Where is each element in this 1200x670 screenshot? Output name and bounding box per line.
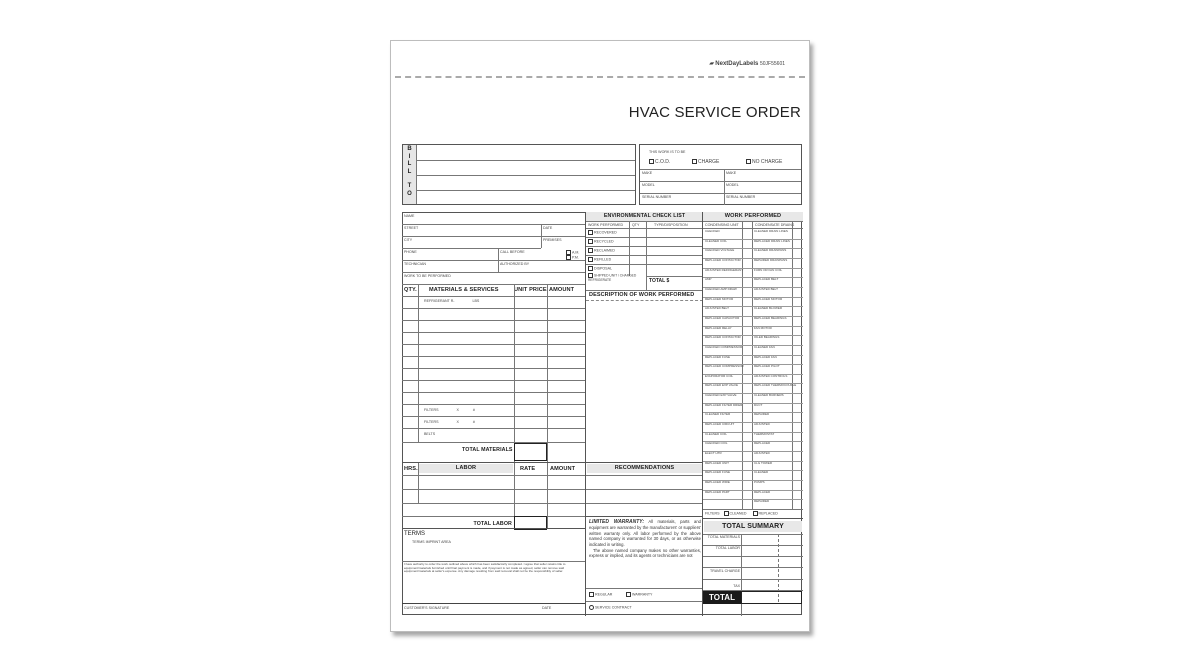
work-to-be-performed-field[interactable]: WORK TO BE PERFORMED <box>404 274 451 278</box>
summary-total-value[interactable] <box>741 591 802 604</box>
refrigerant-label: REFRIGERANT R- <box>424 299 455 303</box>
drains-item: REPLACED BEARINGS <box>754 315 787 320</box>
drains-item: FURN OR FAN COIL <box>754 267 783 272</box>
drains-item: ADJUSTED <box>754 422 770 427</box>
condensing-item: REPLACED CIRCUIT <box>705 422 735 427</box>
col-labor: LABOR <box>419 464 513 473</box>
refrigerant-row[interactable] <box>424 299 479 303</box>
condensing-item: REPLACED COMPRESSOR <box>705 364 744 369</box>
bill-to-line-3[interactable] <box>417 190 635 191</box>
item-label: RECYCLED <box>594 239 614 244</box>
drains-item: REPLACED <box>754 489 771 494</box>
option-label: SERVICE CONTRACT <box>595 605 632 610</box>
call-before-field[interactable]: CALL BEFORE <box>500 250 525 254</box>
condensing-item: REPLACED CONTACTOR <box>705 335 741 340</box>
bill-to-label <box>403 145 417 204</box>
filters-label: FILTERS <box>424 420 439 424</box>
drains-item: CLG TOWER <box>754 460 773 465</box>
env-item-shipped[interactable] <box>588 273 644 282</box>
drains-item: CLEANED DRAIN LINES <box>754 229 788 233</box>
work-type-heading: THIS WORK IS TO BE <box>649 150 686 154</box>
condensing-item: REPLACED UNIT <box>705 460 730 465</box>
name-field[interactable]: NAME <box>404 214 415 218</box>
recommendations[interactable] <box>585 462 703 517</box>
environmental-heading: ENVIRONMENTAL CHECK LIST <box>586 212 703 221</box>
letter: L <box>407 168 412 175</box>
drains-item: REPLACED FAN <box>754 354 777 359</box>
condensing-item: CHECKED COIL <box>705 441 728 446</box>
drains-item: REPAIRED <box>754 412 770 417</box>
make-field[interactable]: MAKE <box>642 171 653 175</box>
summary-heading: TOTAL SUMMARY <box>704 521 802 532</box>
condensing-item: REPLACED CAPACITOR <box>705 315 740 320</box>
condensing-item: CHECKED AMP DRAW <box>705 286 737 291</box>
pm-label: P.M. <box>572 255 579 260</box>
checkbox-icon[interactable] <box>724 511 729 516</box>
summary-total-label: TOTAL <box>703 591 741 604</box>
drains-item: ADJUSTED <box>754 451 770 456</box>
checkbox-icon[interactable] <box>753 511 758 516</box>
condensing-item: REPLACED EXP VALVE <box>705 383 739 388</box>
belts-row[interactable]: BELTS <box>424 432 436 436</box>
drains-item: FAN MOTOR <box>754 325 772 330</box>
drains-item: REPLACED PILOT <box>754 364 780 369</box>
env-item-recycled[interactable] <box>588 239 614 244</box>
col-condensate-drains: CONDENSATE DRAINS <box>755 223 795 227</box>
option-no-charge[interactable] <box>746 159 782 164</box>
filters-label: FILTERS <box>705 511 720 516</box>
labor-table <box>402 462 585 529</box>
drains-item: CLEANED BLOWER <box>754 306 783 311</box>
col-work-performed: WORK PERFORMED <box>588 223 624 227</box>
terms-imprint-area: TERMS IMPRINT AREA <box>412 540 451 544</box>
option-cod[interactable] <box>649 159 670 164</box>
description-of-work[interactable] <box>585 290 703 462</box>
brand-name: NextDayLabels <box>715 61 759 67</box>
condensing-item: CHECKED VOLTAGE <box>705 248 735 253</box>
model-field[interactable]: MODEL <box>642 183 655 187</box>
col-rate: RATE <box>520 466 536 472</box>
x-label: X <box>456 408 459 412</box>
total-materials-label: TOTAL MATERIALS <box>462 447 513 453</box>
col-amount: AMOUNT <box>550 466 576 472</box>
condensing-item: REPLACED MOTOR <box>705 296 734 301</box>
warranty-text-2: The above named company makes no other warranties, express or implied, and its agents or technicians are not <box>589 548 701 559</box>
radio-icon[interactable] <box>589 605 594 610</box>
form-number: 50JF55601 <box>760 61 786 67</box>
drains-item: PUMPS <box>754 480 765 485</box>
option-label: NO CHARGE <box>752 158 783 165</box>
item-label: RECOVERED <box>594 230 617 235</box>
bill-to-box <box>402 144 636 205</box>
model-field-2[interactable]: MODEL <box>726 183 739 187</box>
item-label: SHIPPED UNIT / CHARGED REFRIGERATE <box>588 273 637 282</box>
hash-label: # <box>472 420 475 424</box>
phone-field[interactable]: PHONE <box>404 250 417 254</box>
letter: O <box>407 190 412 197</box>
warranty-option-regular[interactable] <box>589 592 612 597</box>
checkbox-icon[interactable] <box>649 159 654 164</box>
condensing-item: REPLACED FILTER DRIER <box>705 402 743 407</box>
checkbox-icon[interactable] <box>626 592 631 597</box>
drains-item: REPAIRED DRAINPANS <box>754 257 788 262</box>
condensing-item: CLEANED FILTER <box>705 412 731 417</box>
option-charge[interactable] <box>692 159 719 164</box>
env-item-disposal[interactable] <box>588 266 612 271</box>
env-item-reclaimed[interactable] <box>588 248 615 253</box>
lbs-label: LBS <box>472 299 480 303</box>
col-amount: AMOUNT <box>549 287 575 293</box>
total-materials-value[interactable] <box>514 443 547 461</box>
work-performed-heading: WORK PERFORMED <box>703 212 803 221</box>
letter: L <box>407 161 412 167</box>
terms-section <box>402 528 585 616</box>
col-hrs: HRS. <box>404 466 418 472</box>
filters-label: FILTERS <box>424 408 439 412</box>
checkbox-icon[interactable] <box>692 159 697 164</box>
condensing-item: CHECKED COMPRESSOR <box>705 344 743 349</box>
drains-item: DUCT <box>754 402 763 407</box>
warranty-heading: LIMITED WARRANTY: <box>589 519 645 525</box>
bill-to-line-2[interactable] <box>417 175 635 176</box>
condensing-item: ADJUSTED BELT <box>705 306 729 311</box>
condensing-item: ADJUSTED REFRIGERANT <box>705 267 744 272</box>
terms-heading: TERMS <box>404 531 425 537</box>
hash-label: # <box>472 408 475 412</box>
warranty-text <box>589 519 701 559</box>
brand-logo <box>709 60 785 67</box>
drains-item: CLEANED <box>754 470 769 475</box>
env-item-recovered[interactable] <box>588 230 617 235</box>
option-label: C.O.D. <box>655 158 671 165</box>
description-heading: DESCRIPTION OF WORK PERFORMED <box>589 292 695 298</box>
col-unit-price: UNIT PRICE <box>514 287 547 293</box>
letter: B <box>407 146 412 152</box>
condensing-item: REPLACED PART <box>705 489 730 494</box>
col-condensing-unit: CONDENSING UNIT <box>705 223 739 227</box>
condensing-item: REPLACED FUSE <box>705 354 731 359</box>
col-qty: QTY <box>632 223 640 227</box>
warranty-text-1: All materials, parts and equipment are warranted by the manufacturers' or suppliers' written warranty only. All labor performed by the above named company is warranted for 30 days, or as otherwise indicated in writing. <box>589 519 701 547</box>
materials-table <box>402 284 585 462</box>
recommendations-heading: RECOMMENDATIONS <box>587 464 702 473</box>
work-type-box <box>639 144 802 205</box>
warranty-option-warranty[interactable] <box>626 592 652 597</box>
street-field[interactable]: STREET <box>404 226 419 230</box>
am-label: A.M. <box>572 250 580 255</box>
drains-item: THERMOSTAT <box>754 431 775 436</box>
drains-item: CLEANED FAN <box>754 344 775 349</box>
drains-item: REPLACED <box>754 441 771 446</box>
checkbox-icon[interactable] <box>588 230 593 235</box>
condensing-item: EVAPORATOR COIL <box>705 373 734 378</box>
total-summary <box>702 518 803 616</box>
x-label: X <box>456 420 459 424</box>
summary-total-labor: TOTAL LABOR <box>715 546 740 550</box>
condensing-item: ELECT HTR <box>705 451 722 456</box>
checkbox-icon[interactable] <box>588 257 593 262</box>
condensing-item: AMP <box>705 277 712 282</box>
service-order-form <box>390 40 810 632</box>
serial-field[interactable]: SERIAL NUMBER <box>642 195 672 199</box>
summary-travel-charge: TRAVEL CHARGE <box>710 569 740 573</box>
item-label: RECLAIMED <box>594 248 615 253</box>
condensing-item: REPLACED CONTACTOR <box>705 257 741 262</box>
drains-item: CLEANED DRAINPANS <box>754 248 787 253</box>
letter: T <box>407 183 412 189</box>
label-icon: ▰ <box>709 61 714 67</box>
checkbox-icon[interactable] <box>588 239 593 244</box>
work-performed-section <box>702 212 803 518</box>
customer-info <box>402 212 585 284</box>
drains-item: REPLACED THERMOCOUPLE <box>754 383 797 388</box>
item-label: DISPOSAL <box>594 266 612 271</box>
cleaned-label: CLEANED <box>729 511 747 516</box>
col-qty: QTY. <box>404 287 417 293</box>
premises-field[interactable]: PREMISES <box>543 238 562 242</box>
environmental-check-list <box>585 212 703 290</box>
technician-field[interactable]: TECHNICIAN <box>404 262 426 266</box>
warranty-section <box>585 516 703 616</box>
replaced-label: REPLACED <box>758 511 778 516</box>
checkbox-icon[interactable] <box>588 266 593 271</box>
drains-item: CLEANED BURNERS <box>754 393 784 398</box>
filters-options[interactable] <box>705 511 778 516</box>
option-label: CHARGE <box>698 158 720 165</box>
item-label: REFILLED <box>594 257 612 262</box>
checkbox-icon[interactable] <box>589 592 594 597</box>
signature-date-field[interactable]: DATE <box>542 606 552 610</box>
service-contract-option[interactable] <box>589 605 632 610</box>
customer-signature-field[interactable]: CUSTOMER'S SIGNATURE <box>404 606 450 610</box>
col-materials: MATERIALS & SERVICES <box>429 287 499 293</box>
filters-row-2[interactable] <box>424 420 475 424</box>
option-label: WARRANTY <box>632 592 653 597</box>
letter: I <box>408 153 411 160</box>
condensing-item: REPLACED WIRE <box>705 480 730 485</box>
terms-fine-print: I have authority to order the work outlined above which has been satisfactorily completed. I agree that seller retains title to equipment/materials furnished until final payment is made, and if payment is not made as agreed, seller can remove said equipment/materials at seller's expense. Any damage resulting from said removal shall not be the responsibility of seller. <box>404 562 566 574</box>
serial-field-2[interactable]: SERIAL NUMBER <box>726 195 756 199</box>
condensing-item: CHECKED <box>705 229 720 233</box>
condensing-item: REPLACED FUSE <box>705 470 731 475</box>
checkbox-icon[interactable] <box>588 248 593 253</box>
drains-item: ADJUSTED BELT <box>754 286 778 291</box>
make-field-2[interactable]: MAKE <box>726 171 737 175</box>
checkbox-icon[interactable] <box>746 159 751 164</box>
filters-row-1[interactable] <box>424 408 475 412</box>
condensing-item: CLEANED COIL <box>705 431 728 436</box>
bill-to-line-1[interactable] <box>417 160 635 161</box>
perforation-line <box>395 76 805 78</box>
drains-item: OILED BEARINGS <box>754 335 780 340</box>
option-label: REGULAR <box>595 592 613 597</box>
condensing-item: CLEANED COIL <box>705 238 728 243</box>
city-field[interactable]: CITY <box>404 238 413 242</box>
col-type: TYPE/DISPOSITION <box>654 223 688 227</box>
drains-item: ADJUSTED CONTROLS <box>754 373 788 378</box>
drains-item: REPLACED MOTOR <box>754 296 783 301</box>
summary-total-materials: TOTAL MATERIALS <box>707 535 740 539</box>
authorized-by-field[interactable]: AUTHORIZED BY <box>500 262 530 266</box>
condensing-item: CHECKED EXP VALVE <box>705 393 737 398</box>
summary-tax: TAX <box>733 584 740 588</box>
drains-item: REPAIRED <box>754 499 770 504</box>
total-labor-label: TOTAL LABOR <box>473 521 512 527</box>
date-field[interactable]: DATE <box>543 226 553 230</box>
drains-item: REPLACED DRAIN LINES <box>754 238 790 243</box>
env-item-refilled[interactable] <box>588 257 611 262</box>
drains-item: REPLACED BELT <box>754 277 779 282</box>
env-total[interactable]: TOTAL $ <box>649 278 670 284</box>
condensing-item: REPLACED RELAY <box>705 325 732 330</box>
form-title: HVAC SERVICE ORDER <box>628 104 801 121</box>
